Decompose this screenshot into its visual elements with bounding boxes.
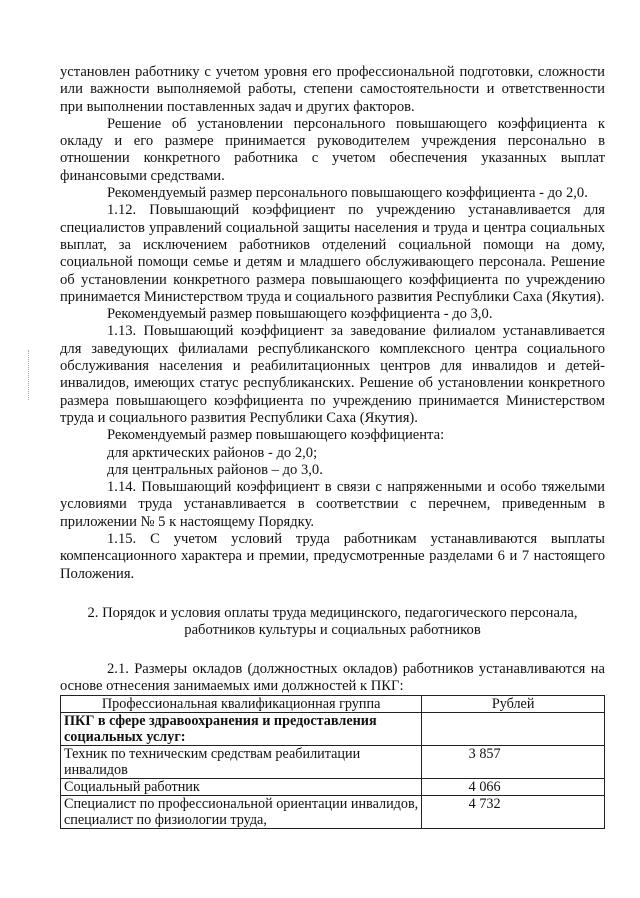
paragraph-1-15: 1.15. С учетом условий труда работникам устанавливаются выплаты компенсационного характера и премии, предусмотренные разделами 6 и 7 настоящего Положения. bbox=[60, 531, 605, 582]
table-row bbox=[61, 746, 605, 779]
table-header-row bbox=[61, 696, 605, 713]
table-row bbox=[61, 796, 605, 829]
paragraph-arctic-regions: для арктических районов - до 2,0; bbox=[107, 444, 318, 461]
table-group-title: ПКГ в сфере здравоохранения и предоставления социальных услуг: bbox=[61, 713, 422, 746]
table-group-row bbox=[61, 713, 605, 746]
paragraph-central-regions: для центральных районов – до 3,0. bbox=[107, 461, 323, 478]
document-page bbox=[60, 64, 605, 829]
table-cell-salary: 4 732 bbox=[422, 796, 605, 829]
section-heading-line1: 2. Порядок и условия оплаты труда медицинского, педагогического персонала, bbox=[87, 604, 578, 621]
section-heading-line2: работников культуры и социальных работников bbox=[184, 622, 481, 639]
paragraph-1-13: 1.13. Повышающий коэффициент за заведование филиалом устанавливается для заведующих филиалами республиканского комплексного центра социального обслуживания населения и реабилитационных центров для инвалидов и детей-инвалидов, имеющих статус республиканских. Решение об установлении конкретного размера повышающего коэффициента по учреждению принимается Министерством труда и социального развития Республики Саха (Якутия). bbox=[60, 323, 605, 426]
paragraph-1-12: 1.12. Повышающий коэффициент по учреждению устанавливается для специалистов управлений социальной защиты населения и труда и центра социальных выплат, за исключением работников отделений социальной помощи на дому, социальной помощи семье и детям и младшего обслуживающего персонала. Решение об установлении конкретного размера повышающего коэффициента по учреждению принимается Министерством труда и социального развития Республики Саха (Якутия). bbox=[60, 202, 605, 305]
paragraph-1-14: 1.14. Повышающий коэффициент в связи с напряженными и особо тяжелыми условиями труда устанавливается в соответствии с перечнем, приведенным в приложении № 5 к настоящему Порядку. bbox=[60, 479, 605, 530]
table-group-empty-cell bbox=[422, 713, 605, 746]
paragraph-recommended-branch: Рекомендуемый размер повышающего коэффициента: bbox=[107, 427, 445, 444]
section-heading bbox=[60, 605, 605, 640]
table-header-group: Профессиональная квалификационная группа bbox=[61, 696, 422, 713]
table-row bbox=[61, 779, 605, 796]
paragraph-recommended-personal: Рекомендуемый размер персонального повышающего коэффициента - до 2,0. bbox=[107, 185, 588, 202]
paragraph-2-1: 2.1. Размеры окладов (должностных окладов) работников устанавливаются на основе отнесения занимаемых ими должностей к ПКГ: bbox=[60, 660, 605, 694]
paragraph-decision-personal: Решение об установлении персонального повышающего коэффициента к окладу и его размере принимается руководителем учреждения персонально в отношении конкретного работника с учетом обеспечения указанных выплат финансовыми средствами. bbox=[60, 115, 605, 184]
paragraph-recommended-institution: Рекомендуемый размер повышающего коэффициента - до 3,0. bbox=[107, 306, 493, 323]
table-cell-position: Техник по техническим средствам реабилитации инвалидов bbox=[61, 746, 422, 779]
pkg-salary-table bbox=[60, 695, 605, 829]
table-header-rubles: Рублей bbox=[422, 696, 605, 713]
table-cell-salary: 4 066 bbox=[422, 779, 605, 796]
table-cell-position: Специалист по профессиональной ориентации инвалидов, специалист по физиологии труда, bbox=[61, 796, 422, 829]
table-cell-salary: 3 857 bbox=[422, 746, 605, 779]
table-cell-position: Социальный работник bbox=[61, 779, 422, 796]
margin-scan-mark bbox=[28, 350, 30, 400]
paragraph-continuation: установлен работнику с учетом уровня его профессиональной подготовки, сложности или важности выполняемой работы, степени самостоятельности и ответственности при выполнении поставленных задач и других факторов. bbox=[60, 64, 605, 115]
